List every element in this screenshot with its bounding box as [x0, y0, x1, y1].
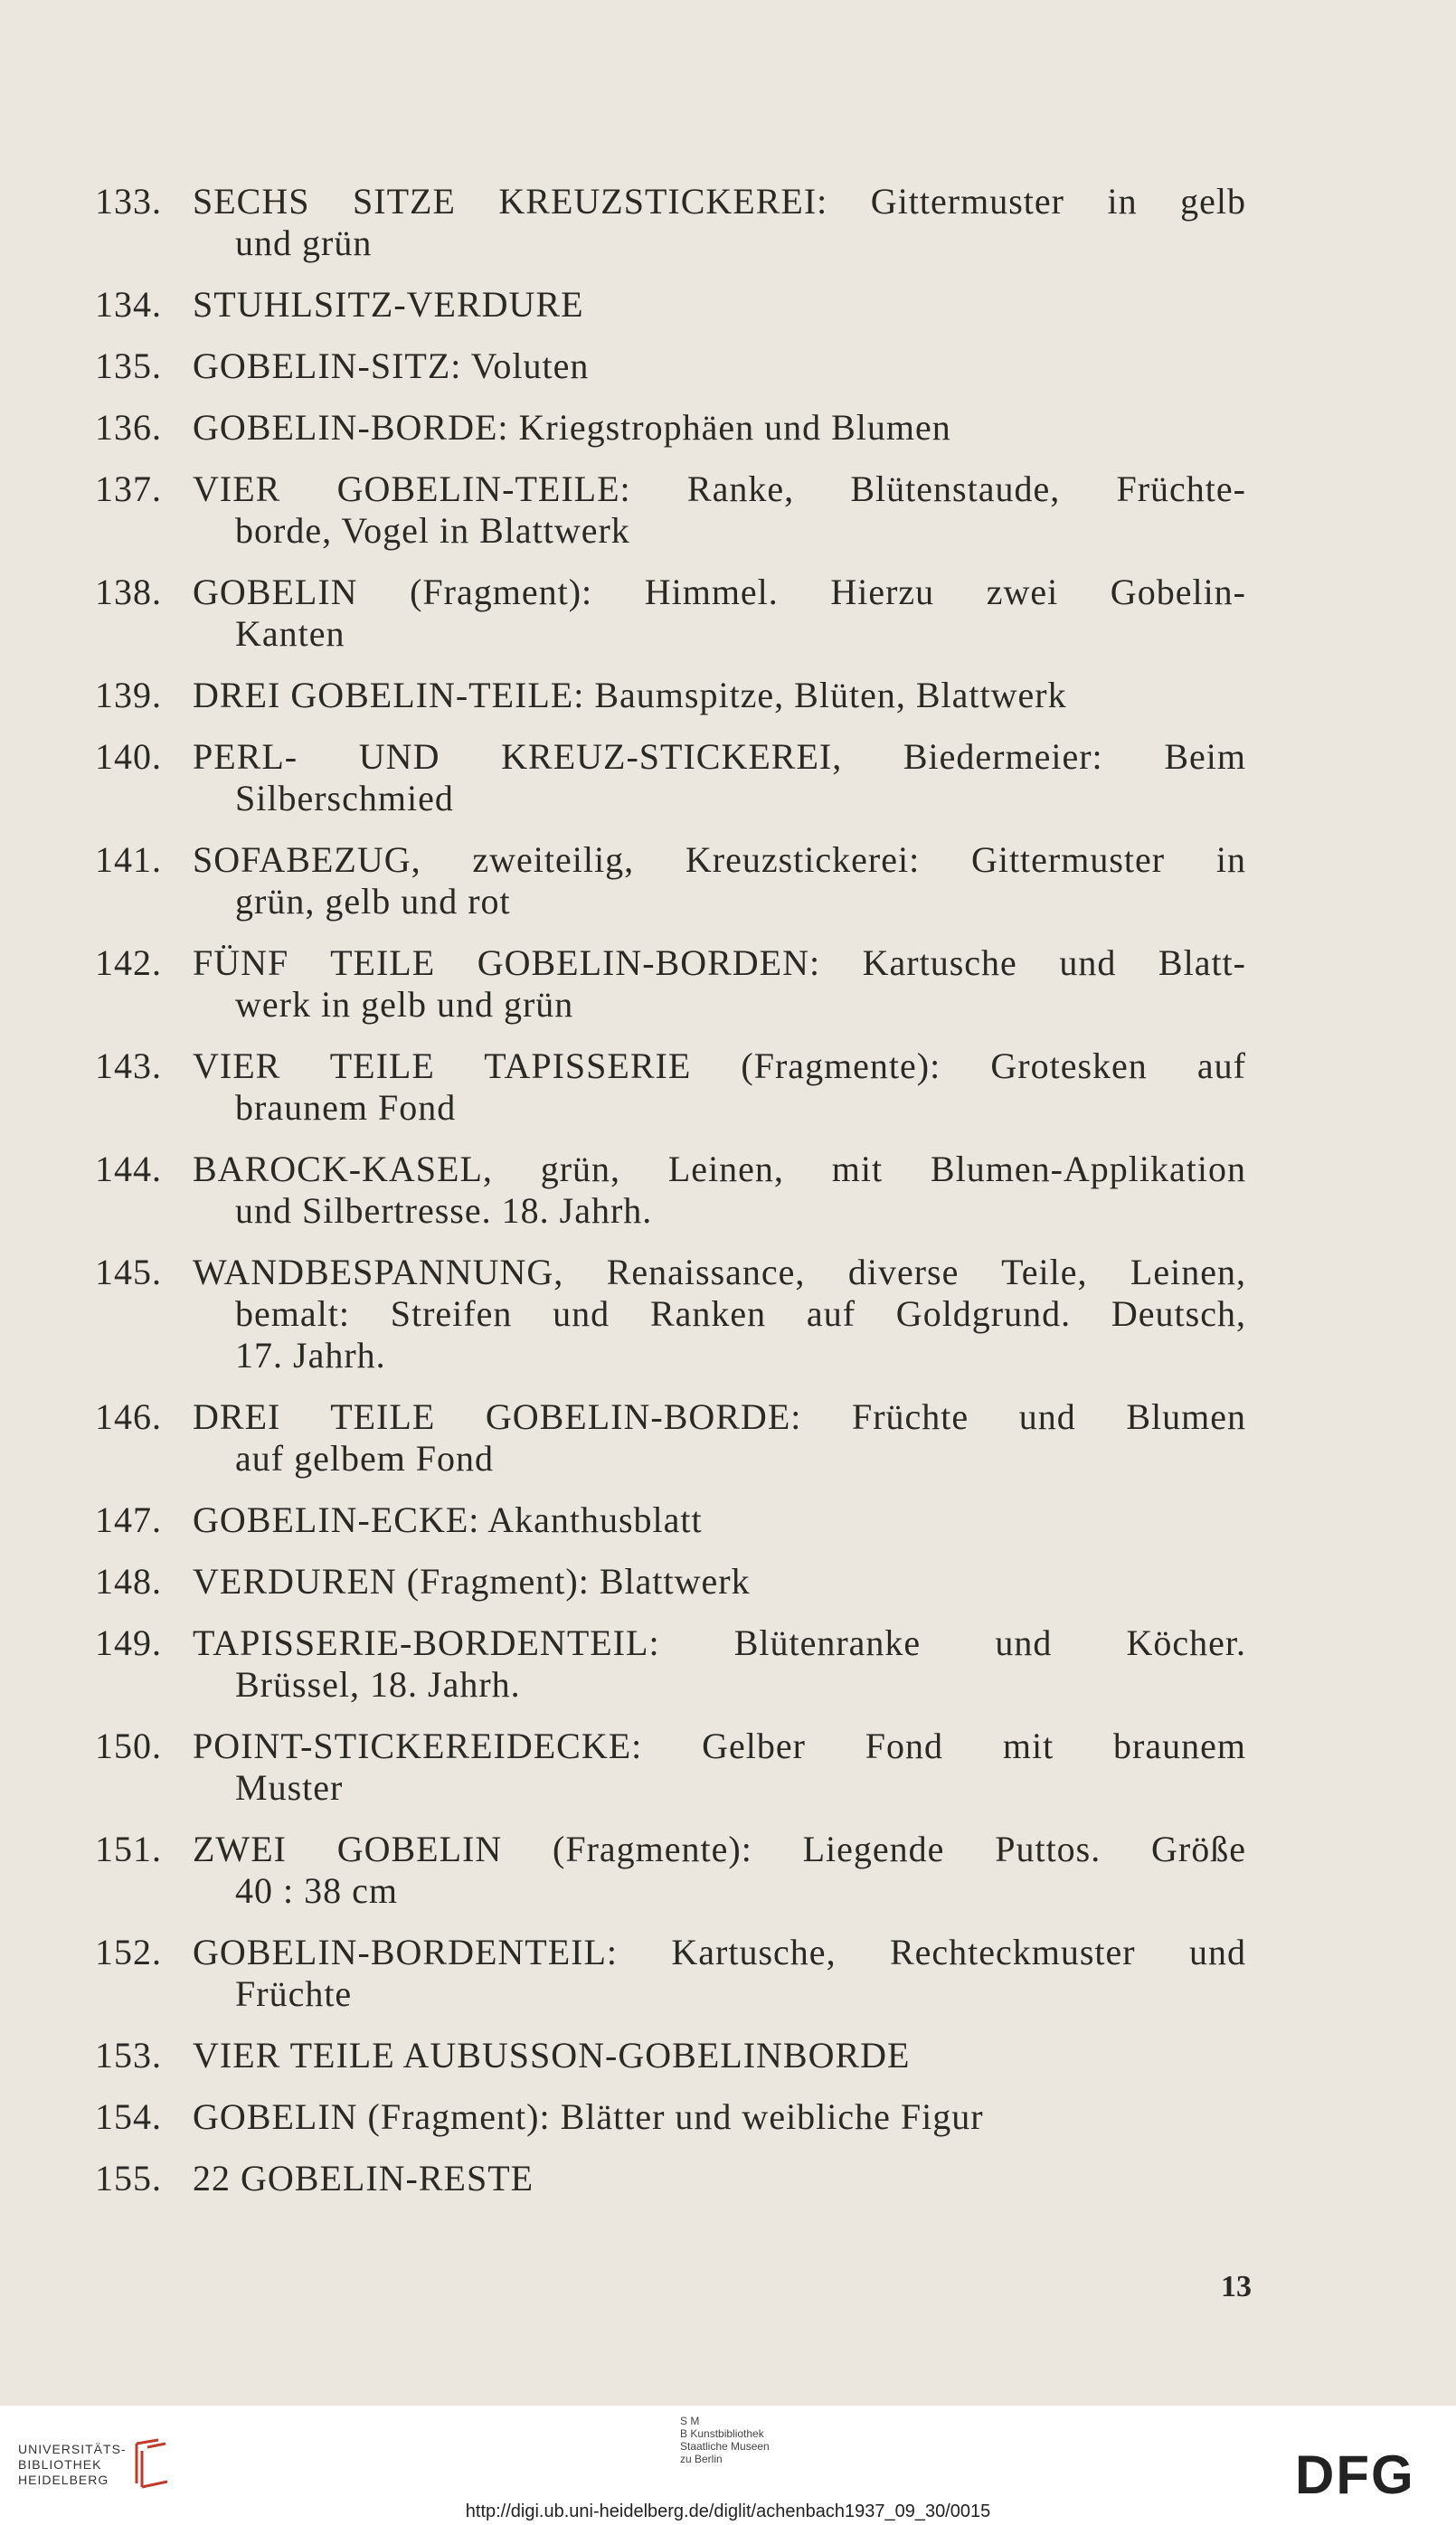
- entry-text: ZWEI GOBELIN (Fragmente): Liegende Puttos. Größe: [193, 1829, 1246, 1869]
- entry-number: 142.: [95, 942, 162, 983]
- ub-heidelberg-logo-text: [18, 2442, 127, 2488]
- entry-text: TAPISSERIE-BORDENTEIL: Blütenranke und Köcher.: [193, 1622, 1246, 1663]
- entry-number: 153.: [95, 2035, 162, 2076]
- entry-text-continuation: Silberschmied: [235, 778, 454, 818]
- catalog-entry: [0, 736, 1456, 819]
- catalog-entry: [0, 839, 1456, 922]
- catalog-entry: [0, 1726, 1456, 1809]
- ub-logo-line: UNIVERSITÄTS-: [18, 2442, 127, 2456]
- entry-text-continuation: Brüssel, 18. Jahrh.: [235, 1664, 521, 1705]
- sm-logo-line: S M: [680, 2415, 700, 2427]
- sm-logo-line: Staatliche Museen: [680, 2440, 770, 2453]
- entry-number: 144.: [95, 1149, 162, 1189]
- entry-text: SECHS SITZE KREUZSTICKEREI: Gittermuster in gelb: [193, 181, 1246, 222]
- entry-number: 135.: [95, 345, 162, 386]
- entry-text-continuation: Kanten: [235, 613, 345, 654]
- entry-text: GOBELIN-ECKE: Akanthusblatt: [193, 1499, 703, 1540]
- entry-number: 151.: [95, 1829, 162, 1869]
- ub-logo-icon: [131, 2438, 173, 2489]
- catalog-entry: [0, 1499, 1456, 1541]
- entry-number: 145.: [95, 1252, 162, 1292]
- entry-number: 133.: [95, 181, 162, 222]
- catalog-entry: [0, 284, 1456, 326]
- catalog-entry: [0, 1252, 1456, 1376]
- entry-text-continuation: und Silbertresse. 18. Jahrh.: [235, 1190, 653, 1231]
- entry-text-continuation: 40 : 38 cm: [235, 1870, 398, 1911]
- catalog-entry: [0, 181, 1456, 264]
- entry-text: 22 GOBELIN-RESTE: [193, 2158, 534, 2199]
- catalog-entry-list: [0, 181, 1456, 2219]
- entry-number: 148.: [95, 1561, 162, 1602]
- entry-text-continuation: braunem Fond: [235, 1087, 457, 1128]
- entry-text: SOFABEZUG, zweiteilig, Kreuzstickerei: Gittermuster in: [193, 839, 1246, 880]
- catalog-entry: [0, 2158, 1456, 2199]
- catalog-entry: [0, 1045, 1456, 1129]
- sm-logo-line: zu Berlin: [680, 2453, 723, 2465]
- entry-text: POINT-STICKEREIDECKE: Gelber Fond mit braunem: [193, 1726, 1246, 1766]
- entry-text: GOBELIN-BORDE: Kriegstrophäen und Blumen: [193, 407, 951, 448]
- catalog-entry: [0, 1396, 1456, 1480]
- entry-number: 152.: [95, 1932, 162, 1972]
- entry-text: WANDBESPANNUNG, Renaissance, diverse Teile, Leinen,: [193, 1252, 1246, 1292]
- entry-text-continuation: Früchte: [235, 1973, 353, 2014]
- entry-text: VIER GOBELIN-TEILE: Ranke, Blütenstaude, Früchte-: [193, 468, 1246, 509]
- catalog-entry: [0, 942, 1456, 1026]
- entry-number: 137.: [95, 468, 162, 509]
- entry-number: 134.: [95, 284, 162, 325]
- entry-text-continuation: Muster: [235, 1767, 344, 1808]
- catalog-entry: [0, 345, 1456, 387]
- entry-number: 141.: [95, 839, 162, 880]
- entry-text: GOBELIN-BORDENTEIL: Kartusche, Rechteckmuster und: [193, 1932, 1246, 1972]
- footer-bar: [0, 2406, 1456, 2525]
- entry-text: BAROCK-KASEL, grün, Leinen, mit Blumen-Applikation: [193, 1149, 1246, 1189]
- entry-number: 146.: [95, 1396, 162, 1437]
- catalog-entry: [0, 1829, 1456, 1912]
- catalog-entry: [0, 2096, 1456, 2138]
- page-number: 13: [1221, 2270, 1252, 2303]
- entry-number: 140.: [95, 736, 162, 777]
- entry-text-continuation: 17. Jahrh.: [235, 1335, 386, 1376]
- entry-number: 138.: [95, 572, 162, 612]
- entry-text-continuation: und grün: [235, 222, 373, 263]
- entry-text: GOBELIN-SITZ: Voluten: [193, 345, 590, 386]
- ub-logo-line: HEIDELBERG: [18, 2473, 109, 2487]
- sm-logo-line: B Kunstbibliothek: [680, 2427, 764, 2440]
- catalog-entry: [0, 2035, 1456, 2076]
- entry-number: 139.: [95, 675, 162, 715]
- catalog-entry: [0, 468, 1456, 552]
- entry-number: 155.: [95, 2158, 162, 2199]
- sm-kunstbibliothek-logo: [680, 2415, 770, 2465]
- catalog-entry: [0, 1149, 1456, 1232]
- entry-text: FÜNF TEILE GOBELIN-BORDEN: Kartusche und Blatt-: [193, 942, 1246, 983]
- entry-text: STUHLSITZ-VERDURE: [193, 284, 584, 325]
- source-url-link[interactable]: http://digi.ub.uni-heidelberg.de/diglit/achenbach1937_09_30/0015: [465, 2501, 991, 2521]
- entry-text-continuation: bemalt: Streifen und Ranken auf Goldgrund. Deutsch,: [235, 1293, 1246, 1334]
- ub-logo-line: BIBLIOTHEK: [18, 2457, 102, 2472]
- entry-text: PERL- UND KREUZ-STICKEREI, Biedermeier: Beim: [193, 736, 1246, 777]
- entry-text: DREI TEILE GOBELIN-BORDE: Früchte und Blumen: [193, 1396, 1246, 1437]
- entry-number: 136.: [95, 407, 162, 448]
- entry-text: VERDUREN (Fragment): Blattwerk: [193, 1561, 751, 1602]
- entry-text: GOBELIN (Fragment): Blätter und weibliche Figur: [193, 2096, 984, 2137]
- entry-text-continuation: borde, Vogel in Blattwerk: [235, 510, 630, 551]
- entry-number: 143.: [95, 1045, 162, 1086]
- entry-text: VIER TEILE TAPISSERIE (Fragmente): Grotesken auf: [193, 1045, 1246, 1086]
- entry-number: 154.: [95, 2096, 162, 2137]
- entry-number: 147.: [95, 1499, 162, 1540]
- catalog-entry: [0, 675, 1456, 716]
- entry-text-continuation: auf gelbem Fond: [235, 1438, 495, 1479]
- entry-text-continuation: werk in gelb und grün: [235, 984, 574, 1025]
- entry-number: 149.: [95, 1622, 162, 1663]
- catalog-entry: [0, 1561, 1456, 1603]
- catalog-entry: [0, 1932, 1456, 2015]
- entry-text-continuation: grün, gelb und rot: [235, 881, 511, 922]
- entry-number: 150.: [95, 1726, 162, 1766]
- entry-text: GOBELIN (Fragment): Himmel. Hierzu zwei Gobelin-: [193, 572, 1246, 612]
- catalog-entry: [0, 407, 1456, 449]
- catalog-entry: [0, 572, 1456, 655]
- entry-text: VIER TEILE AUBUSSON-GOBELINBORDE: [193, 2035, 911, 2076]
- entry-text: DREI GOBELIN-TEILE: Baumspitze, Blüten, Blattwerk: [193, 675, 1067, 715]
- catalog-entry: [0, 1622, 1456, 1706]
- dfg-logo: DFG: [1295, 2445, 1415, 2505]
